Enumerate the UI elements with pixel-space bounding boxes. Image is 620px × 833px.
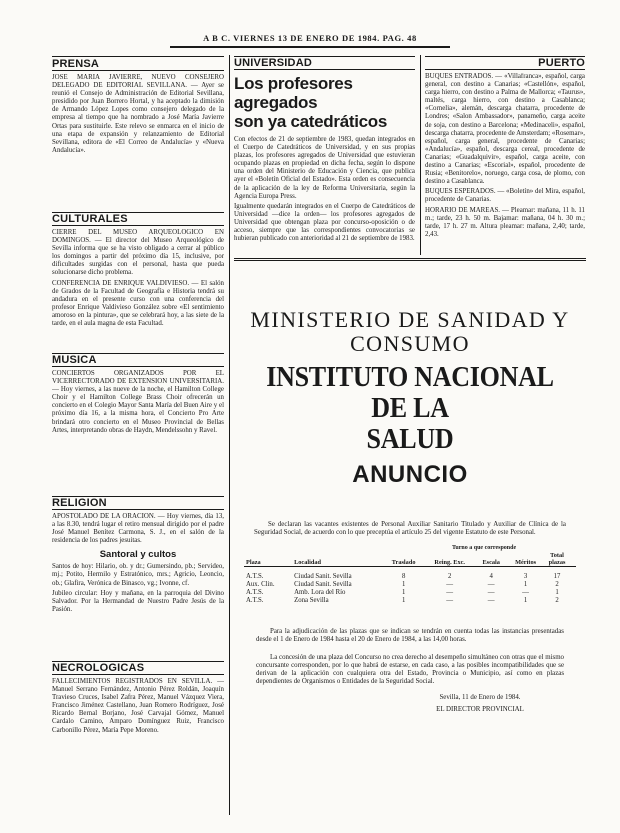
section-title-prensa: PRENSA (52, 58, 100, 70)
col-reingreso: Reing. Exc. (434, 559, 465, 567)
musica-article: CONCIERTOS ORGANIZADOS POR EL VICERRECTORADO DE EXTENSION UNIVERSITARIA. — Hoy viernes, a las nueve de la noche, el Hamilton College Choir y el Hamilton College Brass Choir ofrecerán un concierto en el Colegio Mayor Santa María del Buen Aire y el próximo día 16, a la misma hora, el Concierto Pro Arte brindará otro concierto en el Museo Provincial de Bellas Artes, interpretando obras de Haydn, Mendelssohn y Ravel. (52, 370, 224, 434)
puerto-horario-mareas: HORARIO DE MAREAS. — Pleamar: mañana, 11 h. 11 m.; tarde, 23 h. 50 m. Bajamar: mañana, 04 h. 30 m.; tarde, 17 h. 27 m. Altura pleamar: mañana, 2,40; tarde, 2,43. (425, 206, 585, 238)
column-divider-left (229, 55, 230, 815)
puerto-buques-esperados: BUQUES ESPERADOS. — «Boletín» del Mira, español, procedente de Canarias. (425, 188, 585, 204)
table-row: A.T.S. Zona Sevilla 1 — — 1 2 (246, 597, 559, 605)
col-plaza: Plaza (246, 559, 261, 567)
table-group-header: Turno a que corresponde (451, 545, 517, 552)
table-row: Aux. Clin. Ciudad Sanit. Sevilla 1 — — 1 2 (246, 580, 559, 588)
headline-line-2: son ya catedráticos (234, 112, 388, 131)
page-header: A B C. VIERNES 13 DE ENERO DE 1984. PAG. 48 (203, 33, 417, 43)
ad-announcement (234, 268, 586, 714)
santoral-saints: Santos de hoy: Hilario, ob. y dr.; Gumersindo, pb.; Servideo, mj.; Potito, Hermilo y Estratónico, mrs.; Agricio, Leoncio, ob.; Glafira, Verónica de Binasco, vg.; Ivonne, cf. (52, 563, 224, 587)
section-title-puerto: PUERTO (538, 57, 585, 69)
table-row: A.T.S. Amb. Lora del Río 1 — — — 1 (246, 589, 559, 597)
culturales-article-conferencia: CONFERENCIA DE ENRIQUE VALDIVIESO. — El salón de Grados de la Facultad de Geografía e Historia tendrá su andadura en el presente curso con una conferencia del profesor Enrique Valdivieso González sobre «El sentimiento amoroso en la pintura», que se celebrará hoy, a las siete de la tarde, en el aula magna de esta Facultad. (52, 279, 224, 328)
headline-line-1: Los profesores agregados (234, 74, 353, 112)
right-column (425, 56, 585, 261)
santoral-jubileo: Jubileo circular: Hoy y mañana, en la parroquia del Divino Salvador. Por la Hermandad de Nuestro Padre Jesús de la Pasión. (52, 589, 224, 613)
section-title-religion: RELIGION (52, 497, 107, 509)
ad-date: Sevilla, 11 de Enero de 1984. (439, 694, 521, 702)
col-localidad: Localidad (294, 559, 322, 567)
universidad-paragraph-2: Igualmente quedarán integrados en el Cuerpo de Catedráticos de Universidad —dice la orden— los profesores agregados de Universidad que obtengan plaza por concurso-oposición o de acceso, siempre que las correspondientes convocatorias se hubieran publicado con anterioridad al 21 de septiembre de 1983. (234, 202, 415, 243)
ad-ministry-line-2: CONSUMO (350, 331, 470, 356)
section-title-musica: MUSICA (52, 354, 97, 366)
section-title-necrologicas: NECROLOGICAS (52, 662, 145, 674)
ad-top-rule (234, 258, 586, 261)
ad-paragraph-adjudicacion: Para la adjudicación de las plazas que se indican se tendrán en cuenta todas las instancias presentadas desde el 1 de Enero de 1984 hasta el 20 de Enero de 1984, a las 14,00 horas. (256, 627, 564, 643)
center-column (234, 56, 415, 266)
ad-anuncio-title: ANUNCIO (352, 461, 468, 488)
universidad-paragraph-1: Con efectos de 21 de septiembre de 1983, quedan integrados en el Cuerpo de Catedráticos de Universidad, y en sus propias plazas, los profesores agregados de Universidad que estuvieran ocupando plazas en propiedad en dicha fecha, según lo dispone una orden del Ministerio de Educación y Ciencia, que publica ayer el «Boletín Oficial del Estado». Esta orden es consecuencia de la aplicación de la ley de Reforma Universitaria, según la Agencia Europa Press. (234, 136, 415, 200)
religion-article: APOSTOLADO DE LA ORACION. — Hoy viernes, día 13, a las 8.30, tendrá lugar el retiro mensual dirigido por el padre José Manuel Benítez Carmona, S. J., en el salón de la residencia de los padres jesuitas. (52, 513, 224, 545)
ad-institute-line-2: SALUD (366, 424, 454, 455)
header-rule (170, 46, 450, 48)
santoral-title: Santoral y cultos (99, 549, 177, 561)
col-total: Total plazas (548, 552, 566, 567)
vacancies-table (244, 545, 576, 605)
column-divider-right (420, 55, 421, 255)
section-title-culturales: CULTURALES (52, 213, 128, 225)
col-traslado: Traslado (391, 559, 416, 567)
col-escala: Escala (482, 559, 500, 567)
culturales-article-museo: CIERRE DEL MUSEO ARQUEOLOGICO EN DOMINGOS. — El director del Museo Arqueológico de Sevilla informa que se ha visto obligado a cerrar al público los domingos a partir del próximo día 15, inclusive, por dificultades surgidas con el personal, hasta que pueda solucionarse dicho problema. (52, 229, 224, 277)
left-column (52, 56, 224, 746)
necrologicas-article: FALLECIMIENTOS REGISTRADOS EN SEVILLA. — Manuel Serrano Fernández, Antonio Pérez Roldán, Joaquín Travieso Cruces, Isabel Zafra Pérez, Manuel Vázquez Viera, Francisco Jiménez Castellano, Juan Romero Rodríguez, José Ricardo Bernal Borjano, José Carvajal Gómez, Manuel Cardalo Camino, Amparo Domínguez Ruiz, Francisco Carbonillo Pérez, María Pepe Moreno. (52, 678, 224, 734)
table-row: A.T.S. Ciudad Sanit. Sevilla 8 2 4 3 17 (246, 572, 561, 580)
ad-signature: EL DIRECTOR PROVINCIAL (436, 706, 524, 714)
ad-intro: Se declaran las vacantes existentes de Personal Auxiliar Sanitario Titulado y Auxiliar de Clínica de la Seguridad Social, de acuerdo con lo que preceptúa el artículo 25 del vigente Estatuto de este Personal. (254, 521, 566, 537)
prensa-article: JOSE MARIA JAVIERRE, NUEVO CONSEJERO DELEGADO DE EDITORIAL SEVILLANA. — Ayer se reunió el Consejo de Administración de Editorial Sevillana, presidido por Juan Borrero Hortal, y ha aceptado la dimisión de Armando López Lopes como consejero delegado de la empresa al tiempo que ha nombrado a José María Javierre Ortas para sustituirle. Este relevo se enmarca en el inicio de una etapa de expansión y relanzamiento de Editorial Sevillana, editora de «El Correo de Andalucía» y «Nueva Andalucía». (52, 74, 224, 154)
ad-ministry-line-1: MINISTERIO DE SANIDAD Y (250, 307, 570, 332)
ad-paragraph-concesion: La concesión de una plaza del Concurso no crea derecho al desempeño simultáneo con otras que el mismo concursante corresponden, por lo que habrá de estarse, en cada caso, a las posibles incompatibilidades que se derivan de la aplicación con cualquiera otra del Estado, Provincia o Municipio, así como en plazas dependientes de Organismos o Entidades de la Seguridad Social. (256, 653, 564, 685)
col-meritos: Méritos (515, 559, 537, 567)
section-title-universidad: UNIVERSIDAD (234, 57, 312, 69)
puerto-buques-entrados: BUQUES ENTRADOS. — «Villafranca», español, carga general, con destino a Canarias; «Castellón», español, carga hierro, con destino a Palma de Mallorca; «Taurus», maltés, carga hierro, con destino a Casablanca; «Cornelia», alemán, descarga chatarra, procedente de Londres; «Salon Ambassador», panameño, carga aceite de soja, con destino a Barcelona; «Medinaceli», español, descarga chatarra, procedente de Amsterdam; «Rosemar», español, carga general, procedente de Canarias; «Andalucía», español, descarga cereal, procedente de Canarias; «Guadalquivir», español, carga aceite, con destino a Canarias; «Escorial», español, procedente de Rusia; «Benitorelo», noruego, carga cosa, de plomo, con destino a Casablanca. (425, 73, 585, 186)
ad-institute-line-1: INSTITUTO NACIONAL DE LA (266, 362, 554, 424)
